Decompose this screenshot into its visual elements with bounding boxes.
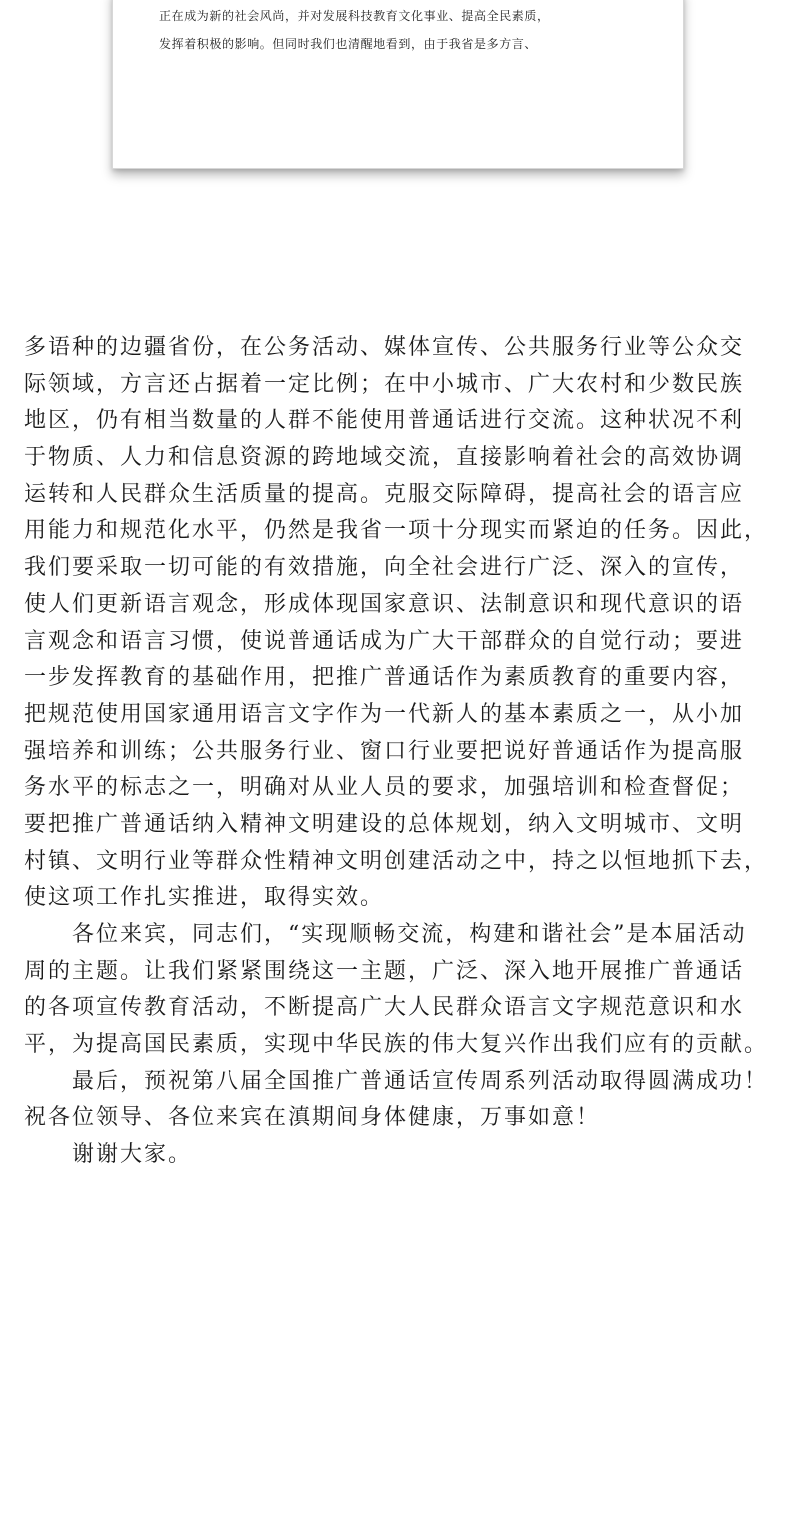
body-line: 我们要采取一切可能的有效措施，向全社会进行广泛、深入的宣传， bbox=[24, 555, 745, 581]
body-line: 周的主题。让我们紧紧围绕这一主题，广泛、深入地开展推广普通话 bbox=[24, 958, 745, 984]
paragraph-start-line: 各位来宾，同志们，“实现顺畅交流，构建和谐社会”是本届活动 bbox=[72, 922, 747, 947]
speech-body bbox=[24, 330, 784, 1174]
body-line: 多语种的边疆省份，在公务活动、媒体宣传、公共服务行业等公众交 bbox=[24, 335, 745, 360]
body-line: 把规范使用国家通用语言文字作为一代新人的基本素质之一，从小加 bbox=[24, 701, 745, 727]
card-text-line: 正在成为新的社会风尚，并对发展科技教育文化事业、提高全民素质， bbox=[159, 9, 550, 23]
body-line: 使这项工作扎实推进，取得实效。 bbox=[24, 885, 385, 911]
body-line: 言观念和语言习惯，使说普通话成为广大干部群众的自觉行动；要进 bbox=[24, 628, 745, 654]
body-line: 村镇、文明行业等群众性精神文明创建活动之中，持之以恒地抓下去， bbox=[24, 848, 769, 874]
body-line: 际领域，方言还占据着一定比例；在中小城市、广大农村和少数民族 bbox=[24, 371, 745, 397]
body-line: 一步发挥教育的基础作用，把推广普通话作为素质教育的重要内容， bbox=[24, 665, 745, 691]
body-line: 祝各位领导、各位来宾在滇期间身体健康，万事如意！ bbox=[24, 1105, 601, 1131]
body-line: 的各项宣传教育活动，不断提高广大人民群众语言文字规范意识和水 bbox=[24, 995, 745, 1021]
closing-line: 谢谢大家。 bbox=[72, 1142, 193, 1168]
body-line: 运转和人民群众生活质量的提高。克服交际障碍，提高社会的语言应 bbox=[24, 481, 745, 507]
body-line: 用能力和规范化水平，仍然是我省一项十分现实而紧迫的任务。因此， bbox=[24, 518, 769, 544]
body-line: 使人们更新语言观念，形成体现国家意识、法制意识和现代意识的语 bbox=[24, 591, 745, 617]
body-line: 务水平的标志之一，明确对从业人员的要求，加强培训和检查督促； bbox=[24, 775, 745, 801]
body-line: 地区，仍有相当数量的人群不能使用普通话进行交流。这种状况不利 bbox=[24, 408, 745, 434]
previous-page-card bbox=[112, 0, 684, 169]
card-text-line: 发挥着积极的影响。但同时我们也清醒地看到，由于我省是多方言、 bbox=[159, 37, 538, 51]
paragraph-start-line: 最后，预祝第八届全国推广普通话宣传周系列活动取得圆满成功！ bbox=[72, 1068, 769, 1094]
body-line: 平，为提高国民素质，实现中华民族的伟大复兴作出我们应有的贡献。 bbox=[24, 1032, 769, 1058]
body-line: 要把推广普通话纳入精神文明建设的总体规划，纳入文明城市、文明 bbox=[24, 811, 745, 837]
body-line: 强培养和训练；公共服务行业、窗口行业要把说好普通话作为提高服 bbox=[24, 738, 745, 764]
body-line: 于物质、人力和信息资源的跨地域交流，直接影响着社会的高效协调 bbox=[24, 445, 745, 471]
